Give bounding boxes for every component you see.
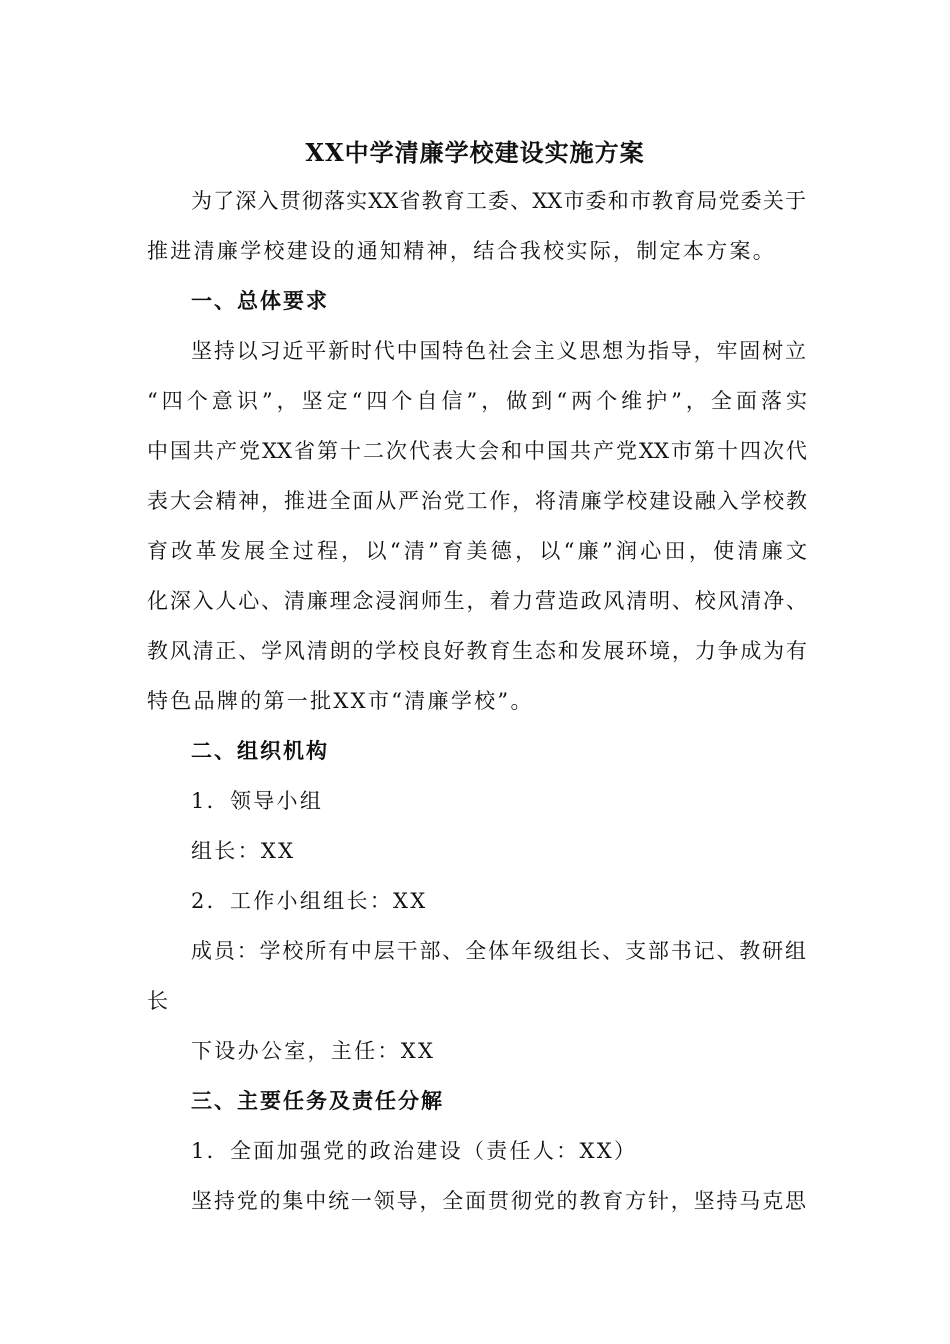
section-1-line-4: 表大会精神，推进全面从严治党工作，将清廉学校建设融入学校教 xyxy=(147,489,807,513)
section-1-line-1: 坚持以习近平新时代中国特色社会主义思想为指导，牢固树立 xyxy=(191,339,806,363)
section-3-item-1: 1．全面加强党的政治建设（责任人：XX） xyxy=(191,1139,638,1163)
section-3-heading: 三、主要任务及责任分解 xyxy=(191,1088,444,1113)
section-2-members-line-2: 长 xyxy=(147,989,171,1013)
section-2-office: 下设办公室，主任：XX xyxy=(191,1039,436,1063)
section-3-line-1: 坚持党的集中统一领导，全面贯彻党的教育方针，坚持马克思 xyxy=(191,1189,806,1213)
intro-line-2: 推进清廉学校建设的通知精神，结合我校实际，制定本方案。 xyxy=(147,239,777,263)
section-1-line-5: 育改革发展全过程，以“清”育美德，以“廉”润心田，使清廉文 xyxy=(147,539,807,563)
document-title: XX中学清廉学校建设实施方案 xyxy=(305,138,645,167)
section-1-heading: 一、总体要求 xyxy=(191,288,329,313)
section-1-line-3: 中国共产党XX省第十二次代表大会和中国共产党XX市第十四次代 xyxy=(147,439,807,463)
section-1-line-6: 化深入人心、清廉理念浸润师生，着力营造政风清明、校风清净、 xyxy=(147,589,807,613)
section-2-members-line-1: 成员：学校所有中层干部、全体年级组长、支部书记、教研组 xyxy=(191,939,806,963)
section-1-line-8: 特色品牌的第一批XX市“清廉学校”。 xyxy=(147,689,534,713)
intro-line-1: 为了深入贯彻落实XX省教育工委、XX市委和市教育局党委关于 xyxy=(191,189,806,213)
section-1-line-7: 教风清正、学风清朗的学校良好教育生态和发展环境，力争成为有 xyxy=(147,639,807,663)
section-2-item-2: 2．工作小组组长：XX xyxy=(191,889,428,913)
section-2-item-1: 1．领导小组 xyxy=(191,789,324,813)
section-2-leader: 组长：XX xyxy=(191,839,296,863)
section-1-line-2: “四个意识”，坚定“四个自信”，做到“两个维护”，全面落实 xyxy=(147,389,807,413)
section-2-heading: 二、组织机构 xyxy=(191,738,329,763)
